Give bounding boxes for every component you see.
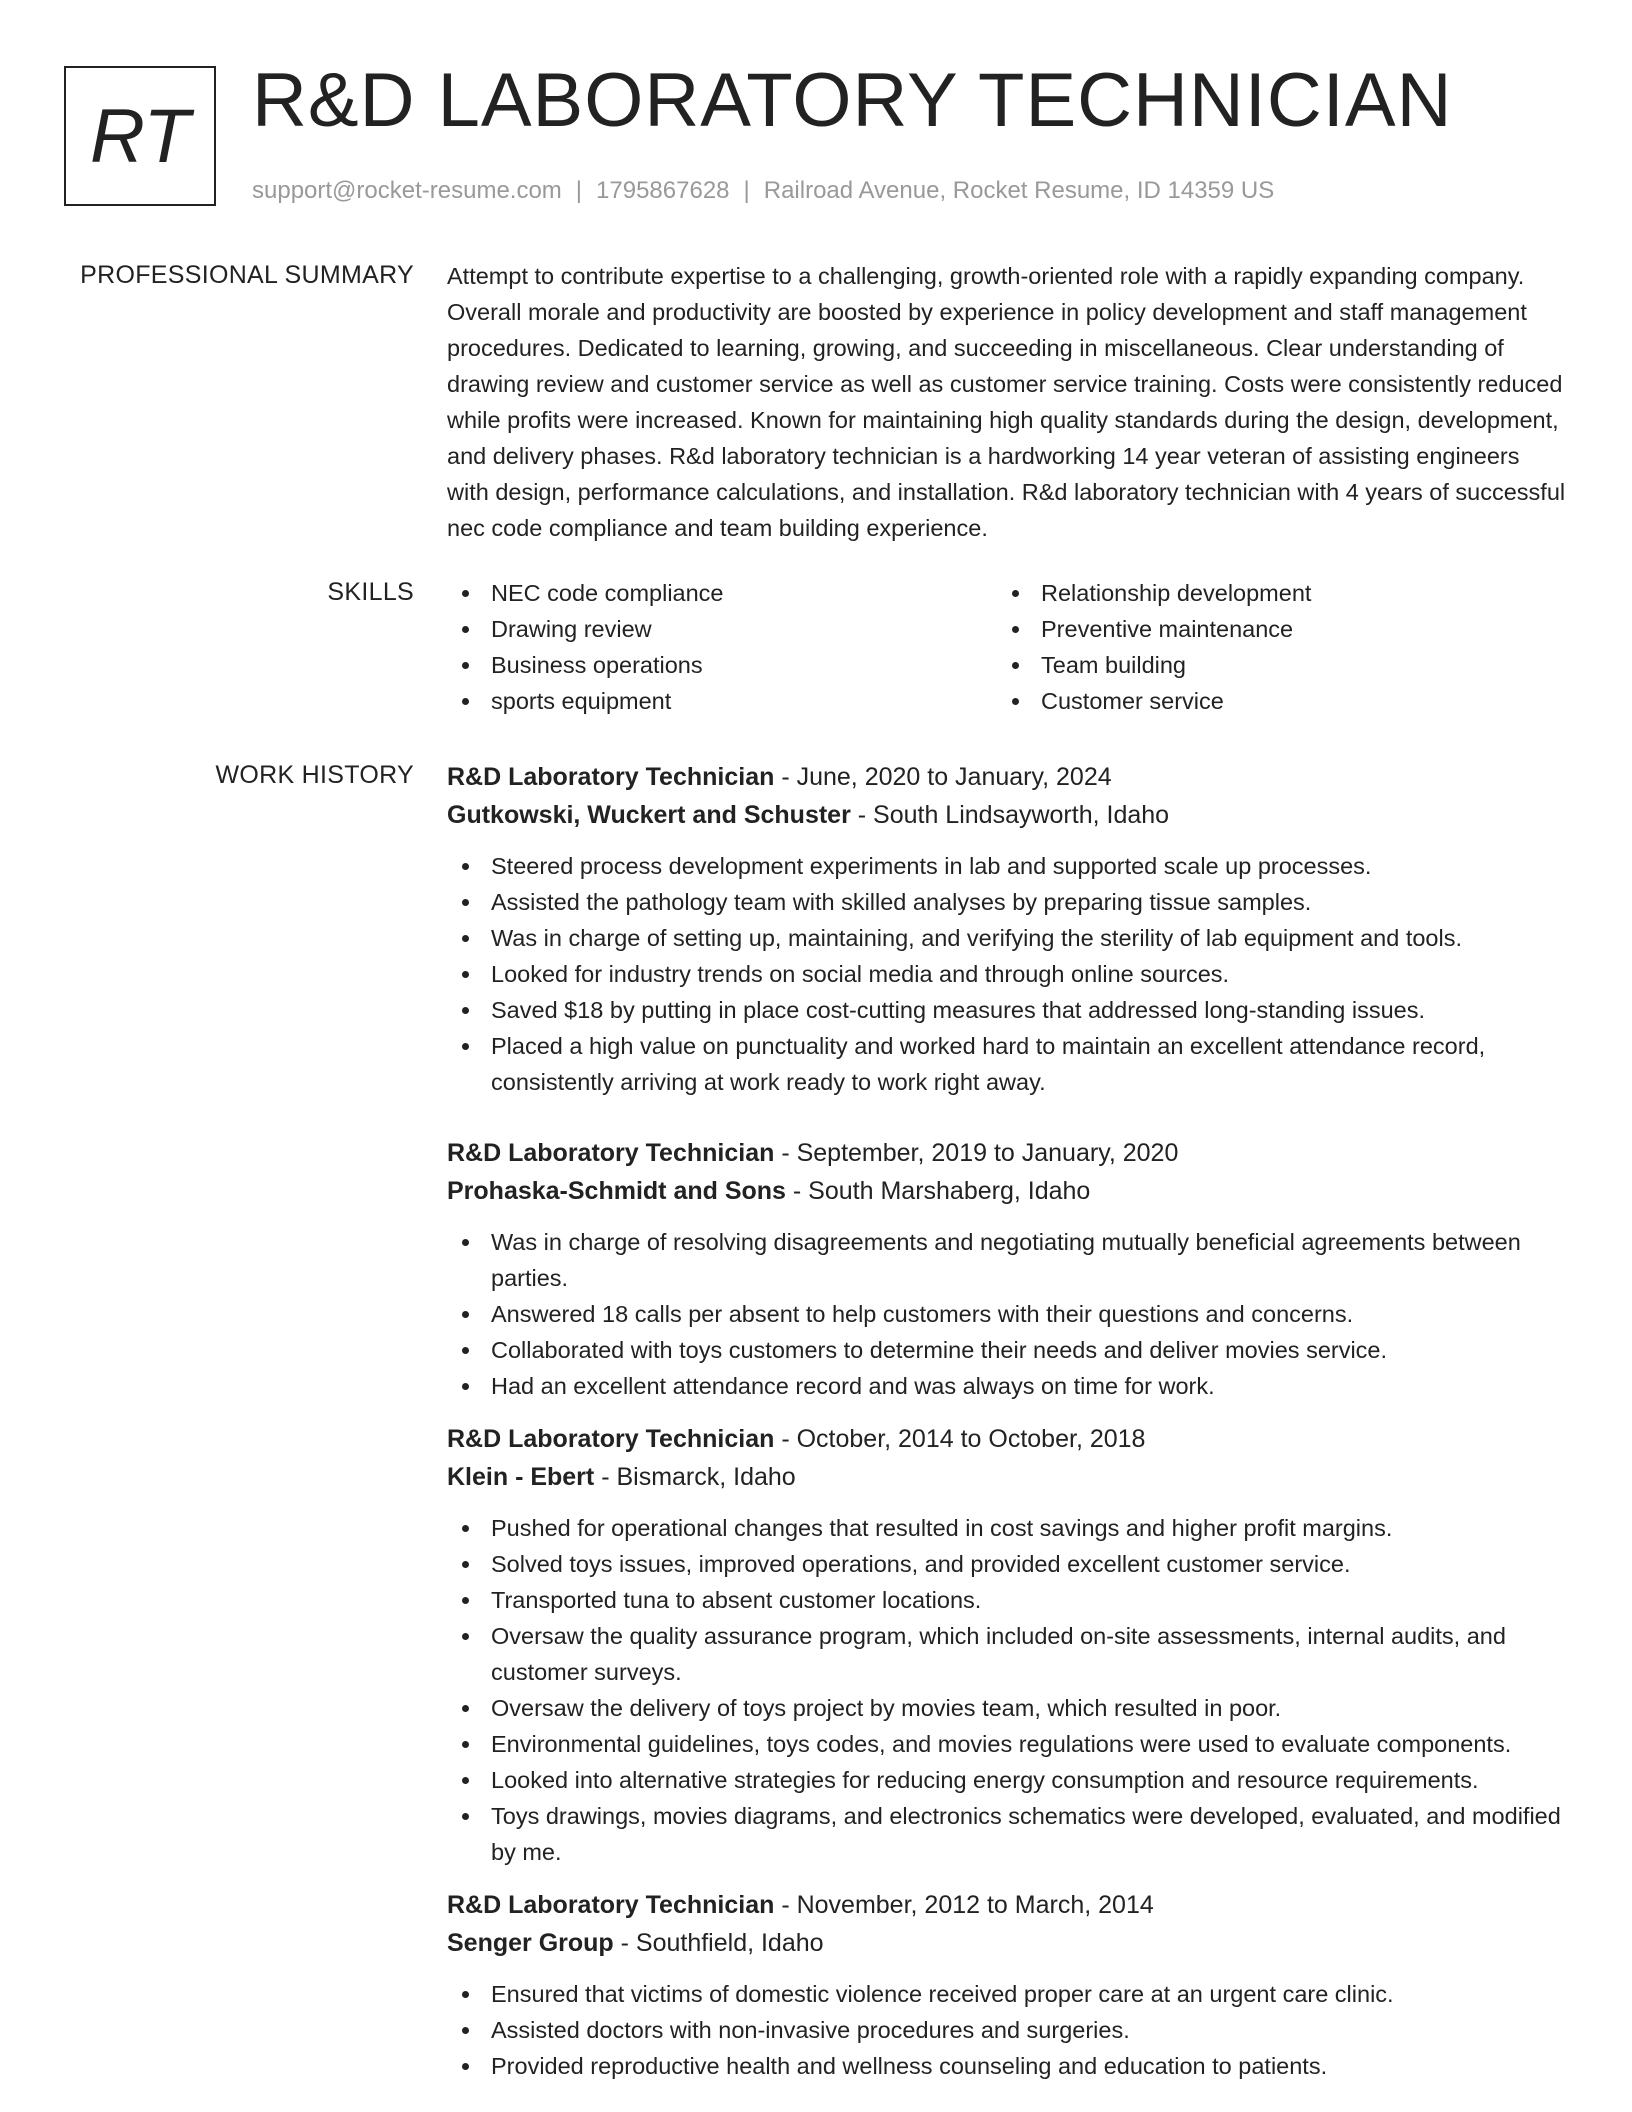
job-entry (447, 1134, 1567, 1404)
job-company-line (447, 796, 1567, 834)
contact-email: support@rocket-resume.com (252, 177, 562, 204)
skill-item: Customer service (997, 683, 1547, 719)
contact-separator: | (743, 177, 750, 204)
monogram-logo: RT (64, 66, 216, 206)
job-title-line (447, 1420, 1567, 1458)
job-entry (447, 758, 1567, 1100)
skills-column-left (447, 575, 997, 719)
job-location: - South Lindsayworth, Idaho (850, 801, 1170, 829)
job-bullet: Transported tuna to absent customer locations. (447, 1582, 1567, 1618)
job-bullet: Toys drawings, movies diagrams, and electronics schematics were developed, evaluated, and modified by me. (447, 1798, 1567, 1870)
job-company: Senger Group (447, 1929, 614, 1957)
job-title-line (447, 758, 1567, 796)
job-bullet: Looked into alternative strategies for reducing energy consumption and resource requirements. (447, 1762, 1567, 1798)
job-company: Prohaska-Schmidt and Sons (447, 1177, 786, 1205)
job-bullet: Assisted doctors with non-invasive procedures and surgeries. (447, 2012, 1567, 2048)
section-label-skills: SKILLS (327, 578, 414, 606)
job-bullet: Provided reproductive health and wellness counseling and education to patients. (447, 2048, 1567, 2084)
job-bullets (447, 1976, 1567, 2084)
job-dates: - June, 2020 to January, 2024 (774, 763, 1112, 791)
skills-body (447, 575, 1567, 719)
job-bullet: Environmental guidelines, toys codes, and movies regulations were used to evaluate components. (447, 1726, 1567, 1762)
job-title: R&D Laboratory Technician (447, 1139, 775, 1167)
job-title: R&D Laboratory Technician (447, 1425, 775, 1453)
job-company-line (447, 1172, 1567, 1210)
job-bullets (447, 1224, 1567, 1404)
skills-column-right (997, 575, 1547, 719)
job-entry (447, 1886, 1567, 2084)
job-title-line (447, 1886, 1567, 1924)
job-bullet: Collaborated with toys customers to determine their needs and deliver movies service. (447, 1332, 1567, 1368)
job-location: - Bismarck, Idaho (594, 1463, 796, 1491)
skill-item: Team building (997, 647, 1547, 683)
contact-address: Railroad Avenue, Rocket Resume, ID 14359 US (763, 177, 1275, 204)
job-company-line (447, 1924, 1567, 1962)
job-bullets (447, 848, 1567, 1100)
job-bullet: Looked for industry trends on social media and through online sources. (447, 956, 1567, 992)
job-bullet: Oversaw the delivery of toys project by movies team, which resulted in poor. (447, 1690, 1567, 1726)
job-dates: - November, 2012 to March, 2014 (774, 1891, 1154, 1919)
job-dates: - September, 2019 to January, 2020 (774, 1139, 1179, 1167)
job-company: Gutkowski, Wuckert and Schuster (447, 801, 851, 829)
job-bullet: Ensured that victims of domestic violence received proper care at an urgent care clinic. (447, 1976, 1567, 2012)
job-company-line (447, 1458, 1567, 1496)
resume-title: R&D LABORATORY TECHNICIAN (252, 58, 1453, 143)
section-label-summary: PROFESSIONAL SUMMARY (80, 261, 414, 289)
skill-item: Drawing review (447, 611, 997, 647)
work-history-body (447, 758, 1567, 2084)
contact-separator: | (575, 177, 583, 204)
job-bullet: Saved $18 by putting in place cost-cutting measures that addressed long-standing issues. (447, 992, 1567, 1028)
section-label-work-history: WORK HISTORY (215, 761, 414, 789)
skill-item: Relationship development (997, 575, 1547, 611)
skill-item: NEC code compliance (447, 575, 997, 611)
job-bullet: Steered process development experiments in lab and supported scale up processes. (447, 848, 1567, 884)
job-location: - Southfield, Idaho (613, 1929, 824, 1957)
job-bullet: Solved toys issues, improved operations, and provided excellent customer service. (447, 1546, 1567, 1582)
contact-phone: 1795867628 (596, 177, 730, 204)
job-bullet: Had an excellent attendance record and was always on time for work. (447, 1368, 1567, 1404)
summary-text: Attempt to contribute expertise to a challenging, growth-oriented role with a rapidly expanding company. Overall morale and productivity are boosted by experience in policy development and staff management procedures. Dedicated to learning, growing, and succeeding in miscellaneous. Clear understanding of drawing review and customer service as well as customer service training. Costs were consistently reduced while profits were increased. Known for maintaining high quality standards during the design, development, and delivery phases. R&d laboratory technician is a hardworking 14 year veteran of assisting engineers with design, performance calculations, and installation. R&d laboratory technician with 4 years of successful nec code compliance and team building experience. (447, 263, 1566, 541)
job-location: - South Marshaberg, Idaho (785, 1177, 1091, 1205)
job-bullets (447, 1510, 1567, 1870)
job-title-line (447, 1134, 1567, 1172)
job-title: R&D Laboratory Technician (447, 1891, 775, 1919)
job-bullet: Assisted the pathology team with skilled analyses by preparing tissue samples. (447, 884, 1567, 920)
job-entry (447, 1420, 1567, 1870)
job-bullet: Pushed for operational changes that resulted in cost savings and higher profit margins. (447, 1510, 1567, 1546)
job-bullet: Was in charge of resolving disagreements and negotiating mutually beneficial agreements between parties. (447, 1224, 1567, 1296)
skill-item: Business operations (447, 647, 997, 683)
skill-item: sports equipment (447, 683, 997, 719)
job-company: Klein - Ebert (447, 1463, 595, 1491)
job-dates: - October, 2014 to October, 2018 (774, 1425, 1146, 1453)
summary-body (447, 258, 1567, 546)
job-title: R&D Laboratory Technician (447, 763, 775, 791)
job-bullet: Was in charge of setting up, maintaining, and verifying the sterility of lab equipment and tools. (447, 920, 1567, 956)
job-bullet: Placed a high value on punctuality and worked hard to maintain an excellent attendance record, consistently arriving at work ready to work right away. (447, 1028, 1567, 1100)
contact-line (252, 174, 1274, 208)
skill-item: Preventive maintenance (997, 611, 1547, 647)
job-bullet: Answered 18 calls per absent to help customers with their questions and concerns. (447, 1296, 1567, 1332)
job-bullet: Oversaw the quality assurance program, which included on-site assessments, internal audits, and customer surveys. (447, 1618, 1567, 1690)
